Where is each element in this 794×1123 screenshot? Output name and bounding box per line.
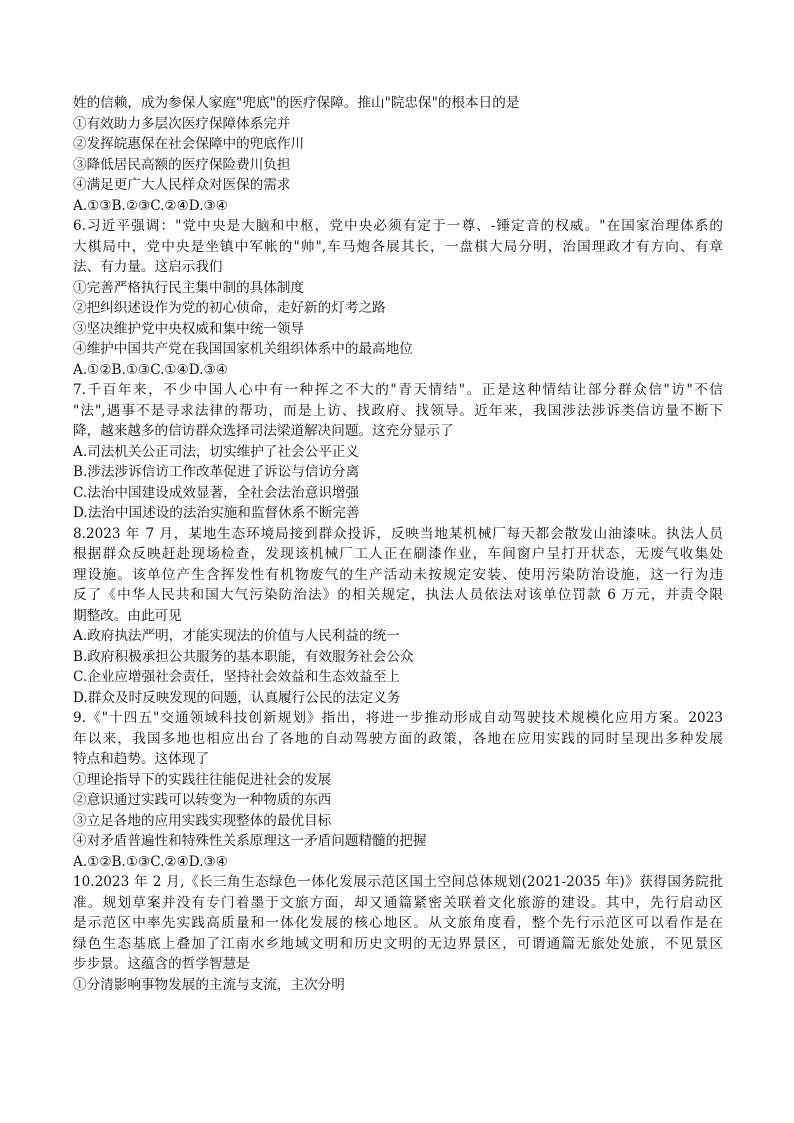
option-b: B.涉法涉诉信访工作改革促进了诉讼与信访分离: [73, 464, 360, 480]
option-1: ①有效助力多层次医疗保障体系完并: [73, 115, 291, 132]
option-c: C.法治中国建设成效显著，全社会法治意识增强: [73, 484, 360, 501]
option-3: ③降低居民高额的医疗保险费川负担: [73, 156, 291, 173]
option-3: ③立足各地的应用实践实现整体的最优目标: [73, 812, 332, 829]
question-text-line: 大棋局中，党中央是坐镇中军帐的"帅",车马炮各展其长，一盘棋大局分明，治国理政才有方向、有章: [73, 238, 723, 255]
option-c: C.企业应增强社会责任，坚持社会效益和生态效益至上: [73, 669, 400, 685]
question-text-line: 10.2023 年 2 月,《长三角生态绿色一体化发展示范区国土空间总体规划(2021-2035 年)》获得国务院批: [73, 874, 723, 890]
question-10: [73, 872, 723, 995]
question-text-line: 反了《中华人民共和国大气污染防治法》的相关规定，执法人员依法对该单位罚款 6 万元，并责令限: [73, 587, 723, 603]
question-text-line: 8.2023 年 7 月，某地生态环境局接到群众投诉，反映当地某机械厂每天都会散发山油漆味。执法人员: [73, 525, 723, 542]
question-text-line: 法、有力量。这启示我们: [73, 259, 223, 275]
question-text-line: 降，越来越多的信访群众选择司法梁道解决问题。这充分显示了: [73, 423, 454, 439]
option-a: A.司法机关公正司法，切实维护了社会公平正义: [73, 443, 360, 460]
answer-choices: A.①②B.①③C.②④D.③④: [73, 853, 228, 870]
option-2: ②把纠织述设作为党的初心侦命，走好新的灯考之路: [73, 300, 386, 316]
option-1: ①分清影响事物发展的主流与支流，主次分明: [73, 976, 345, 993]
question-9: [73, 708, 723, 872]
question-text-line: 姓的信赖，成为参保人家庭"兜底"的医疗保障。推山"院忠保"的根本日的是: [73, 95, 520, 111]
question-text-line: 6.习近平强调："党中央是大脑和中枢，党中央必须有定于一尊、-锤定音的权威。"在国家治理体系的: [73, 218, 723, 234]
question-text-line: 准。规划草案并没有专门着墨于文旅方面，却又通篇紧密关联着文化旅游的建设。其中，先行启动区: [73, 894, 723, 911]
exam-page: [73, 93, 723, 995]
question-text-line: 步步景。这蕴含的哲学智慧是: [73, 956, 250, 972]
question-text-line: 9.《"十四五"交通领域科技创新规划》指出，将进一步推动形成自动驾驶技术规模化应用方案。2023: [73, 710, 723, 726]
question-6: [73, 216, 723, 380]
question-text-line: 绿色生态基底上叠加了江南水乡地域文明和历史文明的无边界景区，可谓通篇无旅处处旅，不见景区: [73, 935, 723, 952]
option-3: ③坚决维护党中央权威和集中统一领导: [73, 320, 305, 337]
question-8: [73, 524, 723, 709]
question-text-line: 特点和趋势。这体现了: [73, 751, 209, 767]
question-text-line: 是示范区中率先实践高质量和一体化发展的核心地区。从文旅角度看，整个先行示范区可以看作是在: [73, 915, 723, 931]
option-1: ①完善严格执行民主集中制的具体制度: [73, 279, 305, 296]
answer-choices: A.①②B.①③C.①④D.③④: [73, 361, 228, 378]
question-text-line: 年以来，我国多地也相应出台了各地的自动驾驶方面的政策，各地在应用实践的同时呈现出多种发展: [73, 730, 723, 747]
question-text-line: 理设施。该单位产生含挥发性有机物废气的生产活动未按规定安装、使用污染防治设施，这一行为违: [73, 566, 723, 583]
answer-choices: A.①③B.②③C.②④D.③④: [73, 197, 228, 214]
option-2: ②意识通过实践可以转变为一种物质的东西: [73, 792, 332, 808]
option-d: D.群众及时反映发现的问题，认真履行公民的法定义务: [73, 689, 401, 706]
option-d: D.法治中国述设的法治实施和监督休系不断完善: [73, 505, 360, 521]
question-text-line: 7.千百年来，不少中国人心中有一种挥之不大的"青天情结"。正是这种情结让部分群众信"访"不信: [73, 382, 723, 398]
option-4: ④对矛盾普遍性和特殊性关系原理这一矛盾问题精髓的把握: [73, 833, 427, 849]
question-text-line: "法",遇事不是寻求法律的帮功，而是上访、找政府、找领导。近年来，我国涉法涉诉类信访量不断下: [73, 402, 723, 419]
question-text-line: 根据群众反映赶赴现场检查，发现该机械厂工人正在刷漆作业，车间窗户呈打开状态，无废气收集处: [73, 546, 723, 562]
option-1: ①理论指导下的实践往往能促进社会的发展: [73, 771, 332, 788]
question-text-line: 期整改。由此可见: [73, 607, 182, 624]
question-7: [73, 380, 723, 524]
option-a: A.政府执法严明，才能实现法的价值与人民利益的统一: [73, 628, 400, 644]
option-4: ④满足更广大人民样众对医保的需求: [73, 177, 291, 193]
option-4: ④维护中国共产党在我国国家机关组织体系中的最高地位: [73, 341, 413, 357]
option-b: B.政府积极承担公共服务的基本职能，有效服务社会公众: [73, 648, 414, 665]
question-5-continued: [73, 93, 723, 216]
option-2: ②发挥皖惠保在社会保障中的兜底作川: [73, 136, 305, 152]
